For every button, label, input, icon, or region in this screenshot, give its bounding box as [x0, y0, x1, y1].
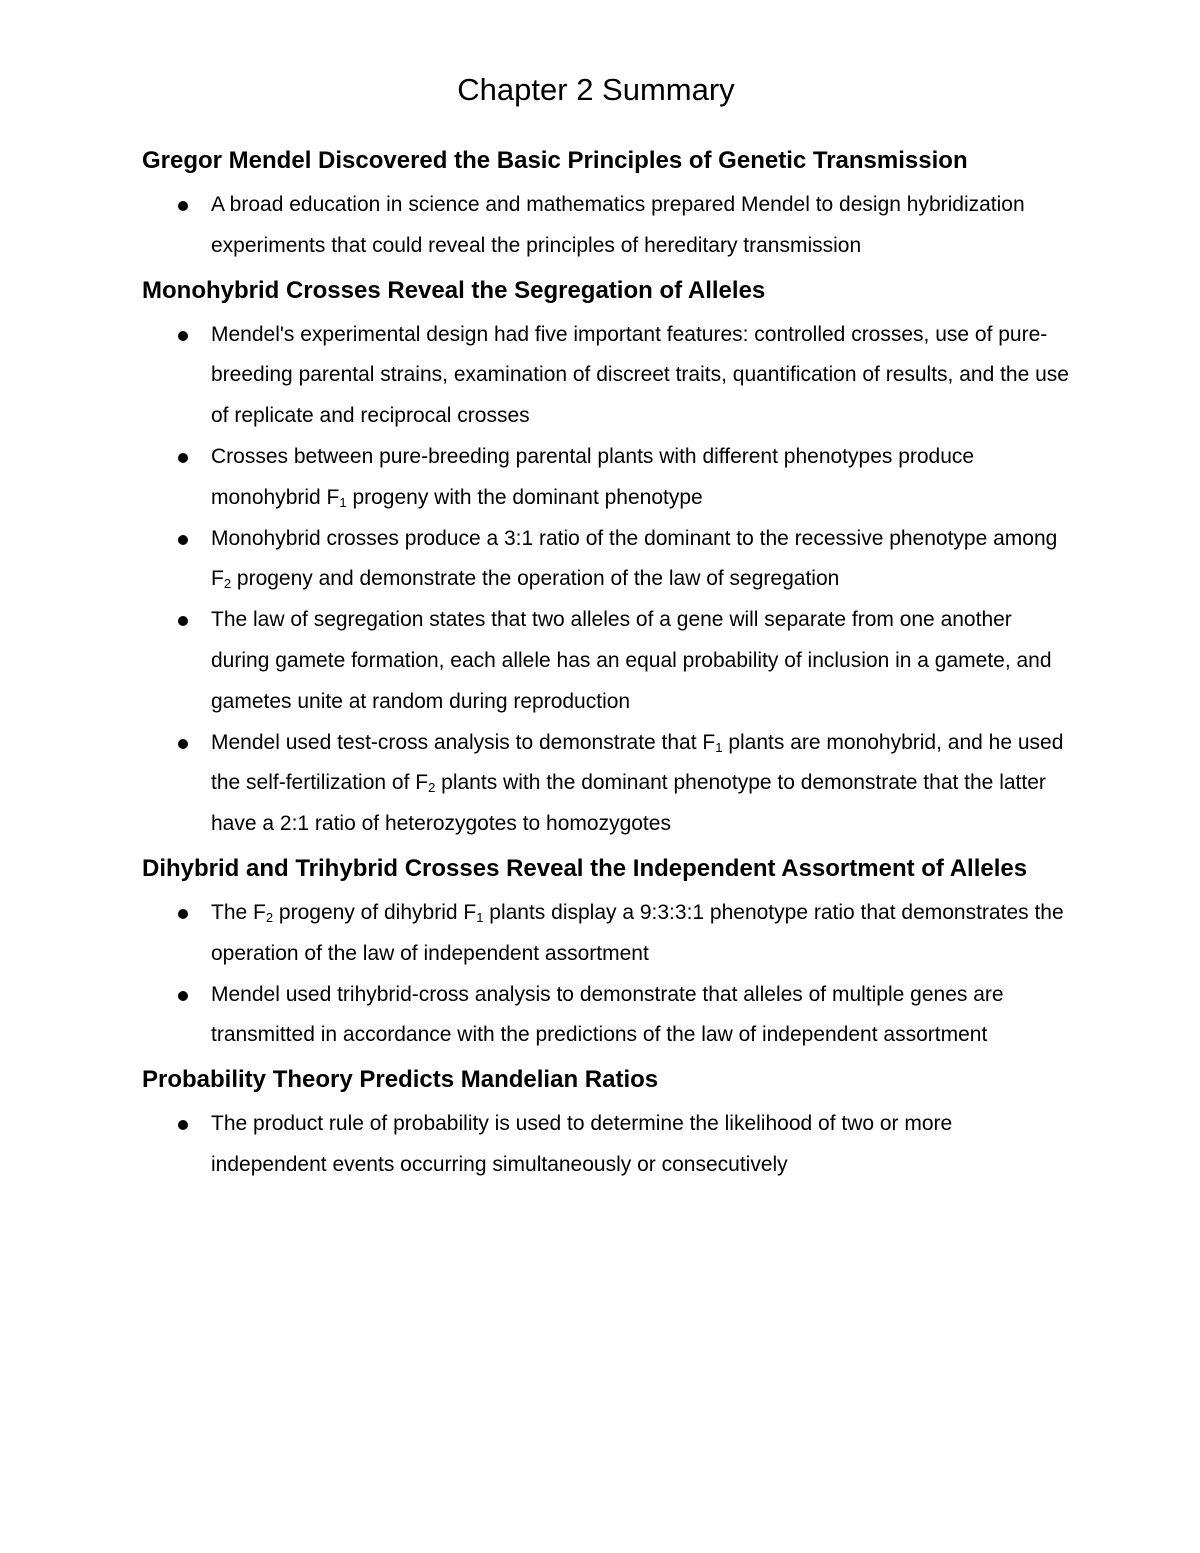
bullet-list [142, 1104, 1072, 1186]
bullet-list [142, 185, 1072, 267]
subscript: 2 [428, 780, 436, 796]
bullet-item [142, 975, 1072, 1057]
bullet-item [142, 723, 1072, 845]
bullet-text [211, 323, 1069, 428]
bullet-dot-icon [178, 909, 188, 919]
bullet-dot-icon [178, 453, 188, 463]
subscript: 1 [339, 494, 347, 510]
text-run: progeny and demonstrate the operation of the law of segregation [231, 567, 840, 591]
bullet-dot-icon [178, 616, 188, 626]
section-heading: Dihybrid and Trihybrid Crosses Reveal the Independent Assortment of Alleles [142, 854, 1028, 882]
bullet-dot-icon [178, 331, 188, 341]
bullet-dot-icon [178, 739, 188, 749]
text-run: plants are monohybrid, and he used the self-fertilization of F [211, 730, 1064, 795]
bullet-text [211, 1112, 952, 1176]
bullet-dot-icon [178, 1120, 188, 1130]
bullet-item [142, 893, 1072, 975]
text-run: Mendel used test-cross analysis to demonstrate that F [211, 730, 716, 754]
bullet-list [142, 893, 1072, 1056]
bullet-item [142, 437, 1072, 519]
text-run: progeny of dihybrid F [273, 900, 477, 924]
bullet-text [211, 731, 1063, 836]
bullet-text [211, 445, 974, 509]
bullet-item [142, 1104, 1072, 1186]
document-title: Chapter 2 Summary [457, 72, 735, 107]
text-run: Crosses between pure-breeding parental plants with different phenotypes produce monohybrid F [211, 444, 975, 509]
bullet-text [211, 901, 1064, 965]
bullet-text [211, 608, 1052, 713]
text-run: plants display a 9:3:3:1 phenotype ratio that demonstrates the operation of the law of independent assortment [211, 900, 1064, 965]
subscript: 2 [265, 909, 274, 925]
section-heading: Monohybrid Crosses Reveal the Segregation of Alleles [142, 276, 766, 304]
text-run: The F [211, 900, 266, 924]
text-run: The law of segregation states that two alleles of a gene will separate from one another during gamete formation, each allele has an equal probability of inclusion in a gamete, and gametes unite at random during reproduction [211, 608, 1052, 713]
bullet-item [142, 315, 1072, 437]
bullet-dot-icon [178, 991, 188, 1001]
bullet-text [211, 527, 1057, 591]
subscript: 1 [715, 739, 723, 755]
text-run: A broad education in science and mathematics prepared Mendel to design hybridization experiments that could reveal the principles of hereditary transmission [211, 193, 1025, 257]
bullet-dot-icon [178, 535, 188, 545]
subscript: 2 [223, 576, 232, 592]
section-heading: Probability Theory Predicts Mandelian Ratios [142, 1066, 659, 1094]
bullet-text [211, 983, 1004, 1047]
text-run: Mendel's experimental design had five important features: controlled crosses, use of pure-breeding parental strains, examination of discreet traits, quantification of results, and the use of replicate and reciprocal crosses [211, 322, 1069, 428]
subscript: 1 [476, 909, 484, 925]
bullet-text [211, 193, 1025, 257]
bullet-item [142, 519, 1072, 601]
text-run: Mendel used trihybrid-cross analysis to demonstrate that alleles of multiple genes are transmitted in accordance with the predictions of the law of independent assortment [211, 982, 1004, 1047]
text-run: Monohybrid crosses produce a 3:1 ratio of the dominant to the recessive phenotype among F [211, 526, 1058, 591]
bullet-dot-icon [178, 201, 188, 211]
bullet-list [142, 315, 1072, 845]
text-run: plants with the dominant phenotype to demonstrate that the latter have a 2:1 ratio of heterozygotes to homozygotes [211, 771, 1046, 836]
bullet-item [142, 600, 1072, 722]
section-heading: Gregor Mendel Discovered the Basic Principles of Genetic Transmission [142, 147, 968, 174]
bullet-item [142, 185, 1072, 267]
document-body [142, 137, 1072, 1186]
text-run: The product rule of probability is used to determine the likelihood of two or more independent events occurring simultaneously or consecutively [211, 1112, 953, 1176]
text-run: progeny with the dominant phenotype [346, 485, 703, 509]
